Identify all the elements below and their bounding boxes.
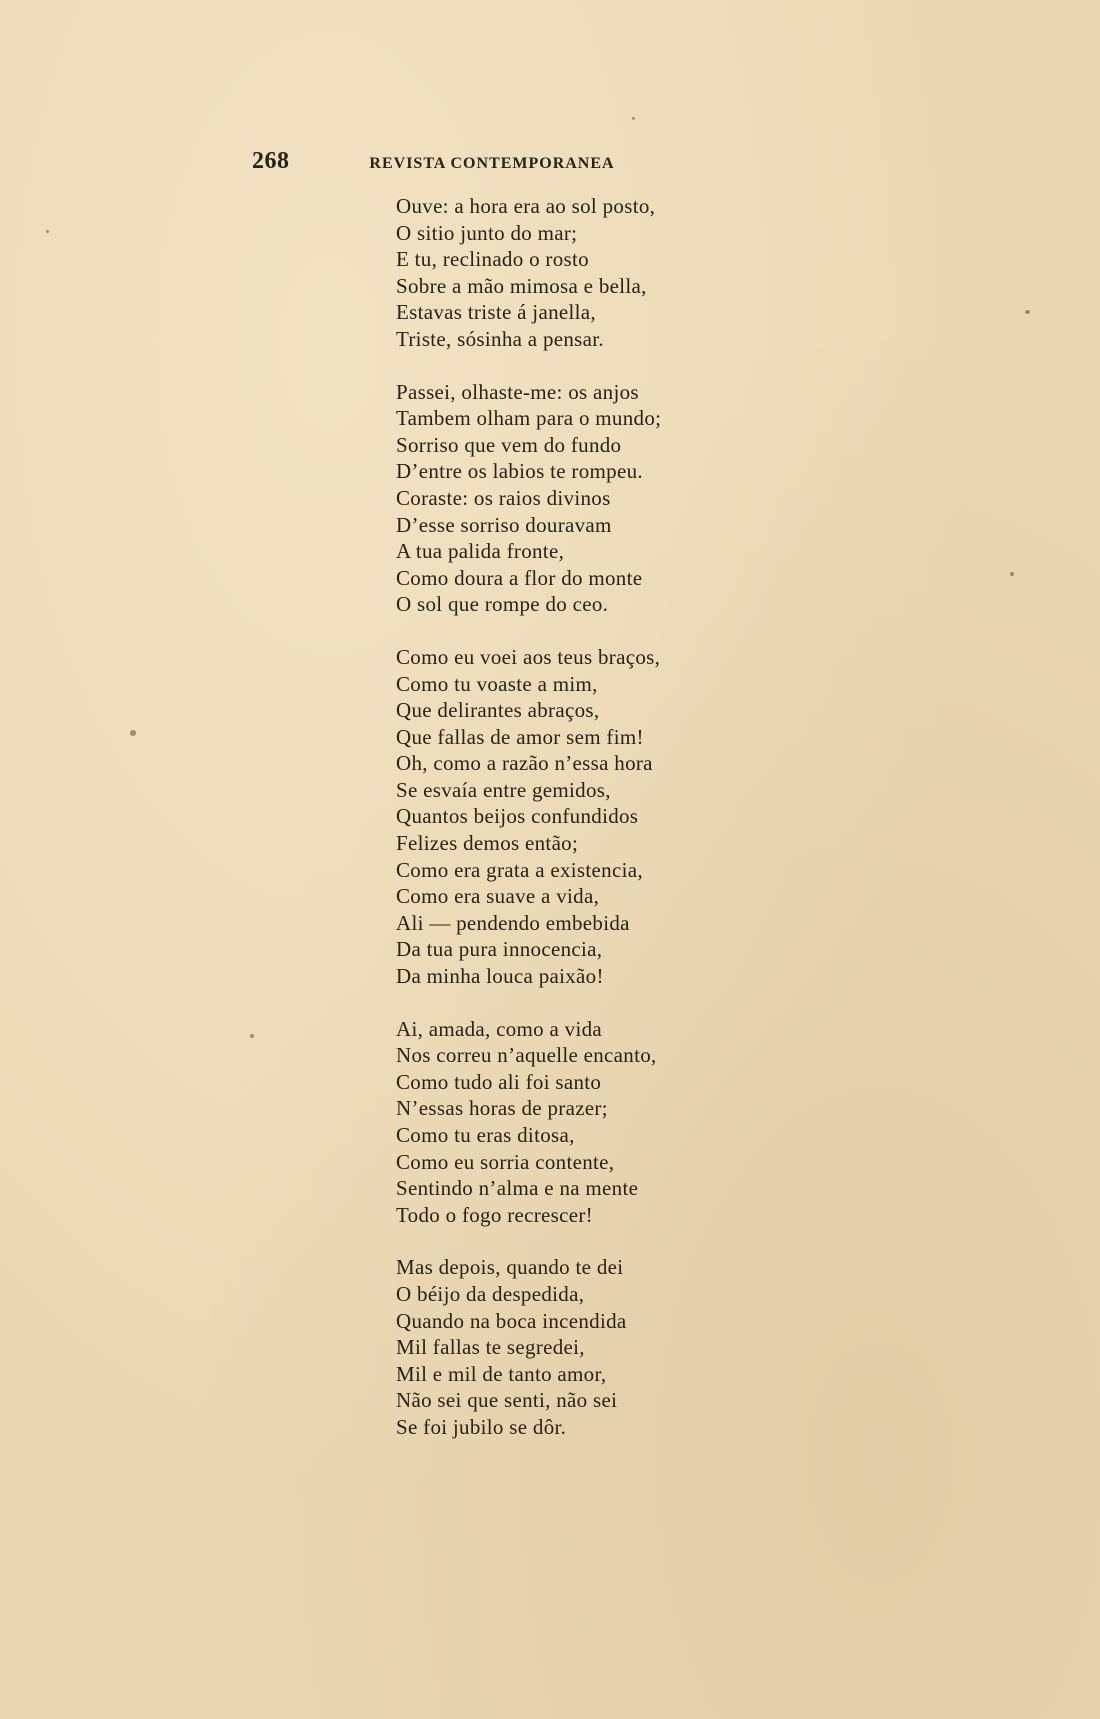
- paper-speck: [1025, 310, 1030, 314]
- running-title: REVISTA CONTEMPORANEA: [369, 155, 615, 172]
- page-header: [252, 148, 732, 182]
- verse-line: Sobre a mão mimosa e bella,: [396, 273, 647, 298]
- verse-line: Quantos beijos confundidos: [396, 804, 639, 829]
- verse-line: Mil fallas te segredei,: [396, 1335, 585, 1360]
- verse-line: Tambem olham para o mundo;: [396, 406, 662, 431]
- stanza: [396, 1254, 816, 1440]
- verse-line: Ali — pendendo embebida: [396, 910, 630, 935]
- stanza: [396, 193, 816, 353]
- verse-line: O sol que rompe do ceo.: [396, 592, 609, 617]
- poem: [396, 193, 816, 1467]
- verse-line: E tu, reclinado o rosto: [396, 247, 589, 272]
- verse-line: Todo o fogo recrescer!: [396, 1202, 593, 1227]
- verse-line: Sorriso que vem do fundo: [396, 432, 622, 457]
- paper-speck: [46, 230, 49, 233]
- verse-line: Como doura a flor do monte: [396, 565, 643, 590]
- verse-line: Sentindo n’alma e na mente: [396, 1176, 639, 1201]
- verse-line: N’essas horas de prazer;: [396, 1096, 608, 1121]
- verse-line: Que delirantes abraços,: [396, 698, 600, 723]
- paper-speck: [250, 1034, 254, 1038]
- verse-line: Não sei que senti, não sei: [396, 1388, 618, 1413]
- stanza: [396, 1016, 816, 1229]
- verse-line: Se esvaía entre gemidos,: [396, 777, 611, 802]
- verse-line: Como tudo ali foi santo: [396, 1069, 602, 1094]
- verse-line: Como era grata a existencia,: [396, 857, 643, 882]
- verse-line: Como tu voaste a mim,: [396, 671, 598, 696]
- verse-line: O béijo da despedida,: [396, 1281, 585, 1306]
- verse-line: Estavas triste á janella,: [396, 300, 596, 325]
- paper-speck: [632, 117, 635, 120]
- verse-line: D’esse sorriso douravam: [396, 512, 612, 537]
- verse-line: Mil e mil de tanto amor,: [396, 1361, 607, 1386]
- stanza: [396, 644, 816, 990]
- verse-line: Que fallas de amor sem fim!: [396, 724, 644, 749]
- verse-line: Como eu sorria contente,: [396, 1149, 615, 1174]
- verse-line: Da minha louca paixão!: [396, 964, 604, 989]
- verse-line: Passei, olhaste-me: os anjos: [396, 379, 639, 404]
- verse-line: Como tu eras ditosa,: [396, 1123, 575, 1147]
- verse-line: Como eu voei aos teus braços,: [396, 644, 661, 669]
- verse-line: Se foi jubilo se dôr.: [396, 1414, 567, 1439]
- page-number: 268: [252, 148, 290, 174]
- verse-line: Coraste: os raios divinos: [396, 485, 611, 510]
- verse-line: Nos correu n’aquelle encanto,: [396, 1043, 657, 1068]
- stanza: [396, 379, 816, 618]
- verse-line: Oh, como a razão n’essa hora: [396, 751, 653, 776]
- verse-line: Ouve: a hora era ao sol posto,: [396, 194, 656, 218]
- verse-line: D’entre os labios te rompeu.: [396, 459, 643, 484]
- verse-line: Como era suave a vida,: [396, 884, 600, 909]
- verse-line: Felizes demos então;: [396, 831, 579, 856]
- verse-line: A tua palida fronte,: [396, 539, 565, 564]
- verse-line: Da tua pura innocencia,: [396, 937, 603, 962]
- verse-line: Mas depois, quando te dei: [396, 1255, 624, 1280]
- verse-line: O sitio junto do mar;: [396, 220, 578, 245]
- verse-line: Quando na boca incendida: [396, 1308, 627, 1333]
- verse-line: Ai, amada, como a vida: [396, 1016, 603, 1041]
- paper-speck: [1010, 572, 1014, 576]
- paper-speck: [130, 730, 136, 736]
- verse-line: Triste, sósinha a pensar.: [396, 326, 604, 351]
